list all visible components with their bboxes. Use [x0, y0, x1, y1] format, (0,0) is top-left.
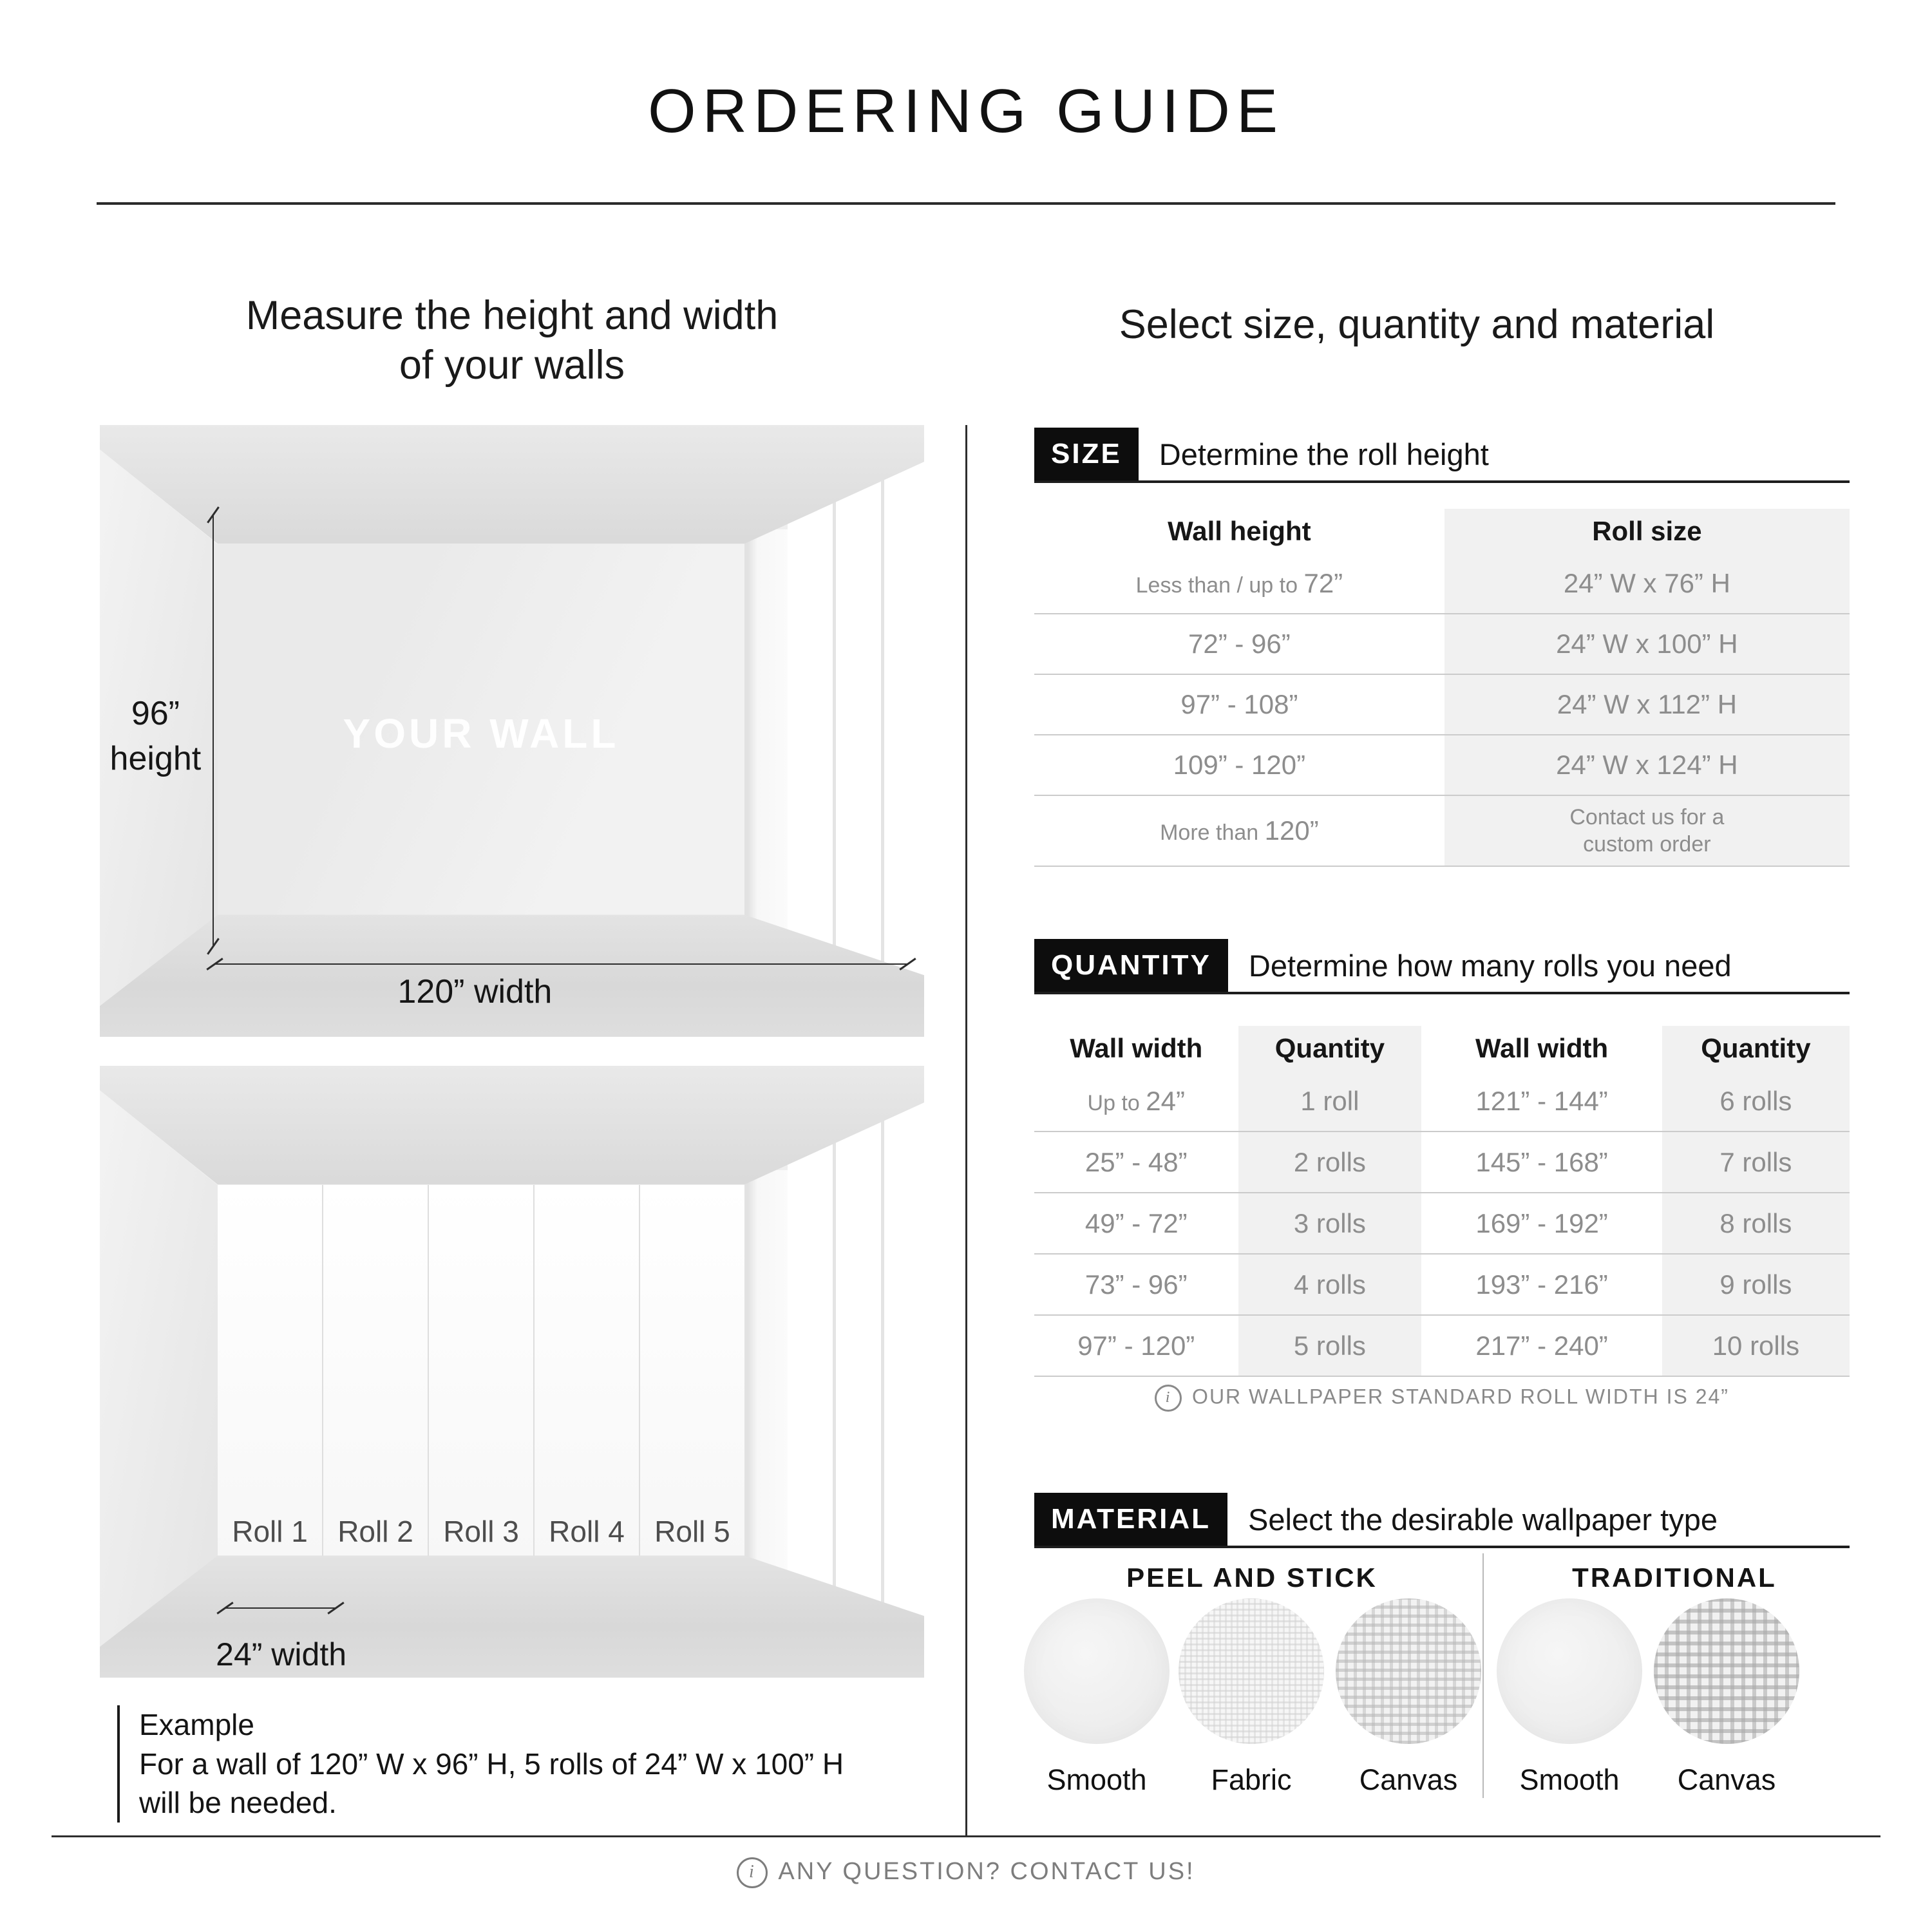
column-header-quantity: Quantity: [1238, 1026, 1422, 1071]
size-table: [1034, 509, 1850, 867]
quantity-cell: 9 rolls: [1662, 1255, 1850, 1314]
column-header-wall-width: Wall width: [1475, 1033, 1609, 1063]
swatch-label: Smooth: [1046, 1763, 1147, 1796]
wall-width-cell: 217” - 240”: [1475, 1330, 1608, 1361]
wall-height-cell: Less than / up to 72”: [1135, 568, 1343, 598]
size-section-header: [1034, 428, 1850, 483]
texture-swatch-canvas: [1654, 1598, 1799, 1744]
quantity-cell: 7 rolls: [1662, 1132, 1850, 1192]
quantity-cell: 10 rolls: [1662, 1316, 1850, 1376]
roll-size-cell: Contact us for a custom order: [1444, 796, 1850, 866]
roll-panel: [218, 1185, 322, 1558]
material-heading: Select the desirable wallpaper type: [1248, 1502, 1718, 1537]
height-value: 96”: [131, 695, 180, 733]
wall-height-cell: 97” - 108”: [1180, 689, 1298, 719]
roll-panel: [640, 1185, 744, 1558]
swatch-label: Canvas: [1359, 1763, 1458, 1796]
column-header-wall-width: Wall width: [1070, 1033, 1203, 1063]
select-headline: Select size, quantity and material: [1119, 302, 1715, 347]
quantity-table-header: [1034, 1026, 1850, 1071]
wall-width-cell: 169” - 192”: [1475, 1208, 1608, 1238]
title-divider: [97, 202, 1835, 205]
quantity-cell: 1 roll: [1238, 1071, 1422, 1131]
swatch-label: Fabric: [1211, 1763, 1292, 1796]
quantity-cell: 4 rolls: [1238, 1255, 1422, 1314]
material-group-divider: [1482, 1553, 1484, 1798]
quantity-cell: 3 rolls: [1238, 1193, 1422, 1253]
roll-label: Roll 5: [654, 1515, 730, 1549]
quantity-cell: 2 rolls: [1238, 1132, 1422, 1192]
window-frame: [744, 1170, 788, 1605]
size-badge: SIZE: [1034, 428, 1139, 480]
measure-headline-line1: Measure the height and width: [245, 293, 779, 338]
wall-width-cell: 73” - 96”: [1084, 1269, 1188, 1300]
wall-width-cell: 145” - 168”: [1475, 1146, 1608, 1177]
quantity-table-bottom-border: [1034, 1376, 1850, 1377]
your-wall-label: YOUR WALL: [343, 710, 620, 757]
column-header-quantity: Quantity: [1662, 1026, 1850, 1071]
roll-label: Roll 2: [337, 1515, 413, 1549]
quantity-badge: QUANTITY: [1034, 939, 1228, 992]
example-line1: For a wall of 120” W x 96” H, 5 rolls of 24” W x 100” H: [139, 1747, 844, 1781]
quantity-heading: Determine how many rolls you need: [1248, 948, 1732, 983]
wall-width-cell: 193” - 216”: [1475, 1269, 1608, 1300]
column-divider: [965, 425, 967, 1835]
roll-panel: [535, 1185, 639, 1558]
roll-width-note-text: OUR WALLPAPER STANDARD ROLL WIDTH IS 24”: [1192, 1385, 1729, 1408]
roll-label: Roll 1: [232, 1515, 308, 1549]
roll-width-measure-line: [225, 1607, 336, 1609]
height-word: height: [109, 740, 202, 778]
texture-swatch-canvas: [1336, 1598, 1481, 1744]
size-table-header: [1034, 509, 1850, 554]
quantity-cell: 5 rolls: [1238, 1316, 1422, 1376]
page-title: ORDERING GUIDE: [647, 77, 1285, 146]
swatch-label: Canvas: [1677, 1763, 1776, 1796]
height-measure-line: [213, 515, 214, 947]
quantity-table: [1034, 1026, 1850, 1377]
quantity-table-row: [1034, 1071, 1850, 1131]
footer-divider: [52, 1835, 1880, 1837]
info-icon: i: [1155, 1385, 1182, 1412]
column-header-wall-height: Wall height: [1168, 516, 1311, 546]
wall-height-cell: 72” - 96”: [1188, 629, 1291, 659]
size-table-row: [1034, 795, 1850, 866]
quantity-table-row: [1034, 1314, 1850, 1376]
texture-swatch-smooth: [1497, 1598, 1642, 1744]
wall-width-cell: 49” - 72”: [1084, 1208, 1188, 1238]
roll-label: Roll 4: [549, 1515, 625, 1549]
roll-width-note: [1034, 1385, 1850, 1412]
texture-swatch-smooth: [1024, 1598, 1170, 1744]
width-label: 120” width: [397, 973, 553, 1011]
size-table-row: [1034, 734, 1850, 795]
texture-swatch-fabric: [1179, 1598, 1324, 1744]
material-badge: MATERIAL: [1034, 1493, 1227, 1546]
roll-label: Roll 3: [443, 1515, 519, 1549]
peel-and-stick-group-label: PEEL AND STICK: [1126, 1562, 1378, 1593]
roll-width-label: 24” width: [216, 1636, 347, 1673]
size-table-bottom-border: [1034, 866, 1850, 867]
example-title: Example: [139, 1708, 254, 1741]
wallpaper-roll-panels: [218, 1185, 744, 1558]
wall-height-cell: More than 120”: [1160, 815, 1319, 846]
size-table-row: [1034, 613, 1850, 674]
wall-width-cell: 25” - 48”: [1084, 1146, 1188, 1177]
quantity-table-row: [1034, 1192, 1850, 1253]
quantity-cell: 8 rolls: [1662, 1193, 1850, 1253]
quantity-cell: 6 rolls: [1662, 1071, 1850, 1131]
example-note: [117, 1705, 880, 1823]
measure-headline-line2: of your walls: [399, 342, 625, 388]
size-table-row: [1034, 674, 1850, 734]
size-table-row: [1034, 554, 1850, 613]
width-measure-line: [215, 963, 907, 965]
room-illustration-measured: [100, 425, 924, 1037]
example-line2: will be needed.: [139, 1786, 337, 1820]
roll-size-cell: 24” W x 112” H: [1444, 675, 1850, 734]
roll-size-cell: 24” W x 100” H: [1444, 614, 1850, 674]
footer-note: [0, 1857, 1932, 1888]
footer-text: ANY QUESTION? CONTACT US!: [778, 1858, 1195, 1886]
quantity-table-row: [1034, 1253, 1850, 1314]
wall-width-cell: 121” - 144”: [1475, 1085, 1608, 1116]
column-header-roll-size: Roll size: [1444, 509, 1850, 554]
wall-width-cell: 97” - 120”: [1077, 1330, 1195, 1361]
material-section-header: [1034, 1493, 1850, 1548]
measure-headline: [100, 291, 924, 390]
wall-height-cell: 109” - 120”: [1173, 750, 1306, 780]
info-icon: i: [737, 1857, 768, 1888]
size-heading: Determine the roll height: [1159, 437, 1489, 471]
window-frame: [744, 529, 788, 964]
traditional-group-label: TRADITIONAL: [1572, 1562, 1777, 1593]
quantity-table-row: [1034, 1131, 1850, 1192]
roll-size-cell: 24” W x 124” H: [1444, 735, 1850, 795]
roll-size-cell: 24” W x 76” H: [1444, 554, 1850, 613]
height-label: [100, 691, 211, 781]
roll-panel: [323, 1185, 428, 1558]
room-illustration-rolls: [100, 1066, 924, 1678]
wall-width-cell: Up to 24”: [1087, 1085, 1185, 1116]
swatch-label: Smooth: [1519, 1763, 1620, 1796]
quantity-section-header: [1034, 939, 1850, 994]
roll-panel: [429, 1185, 533, 1558]
